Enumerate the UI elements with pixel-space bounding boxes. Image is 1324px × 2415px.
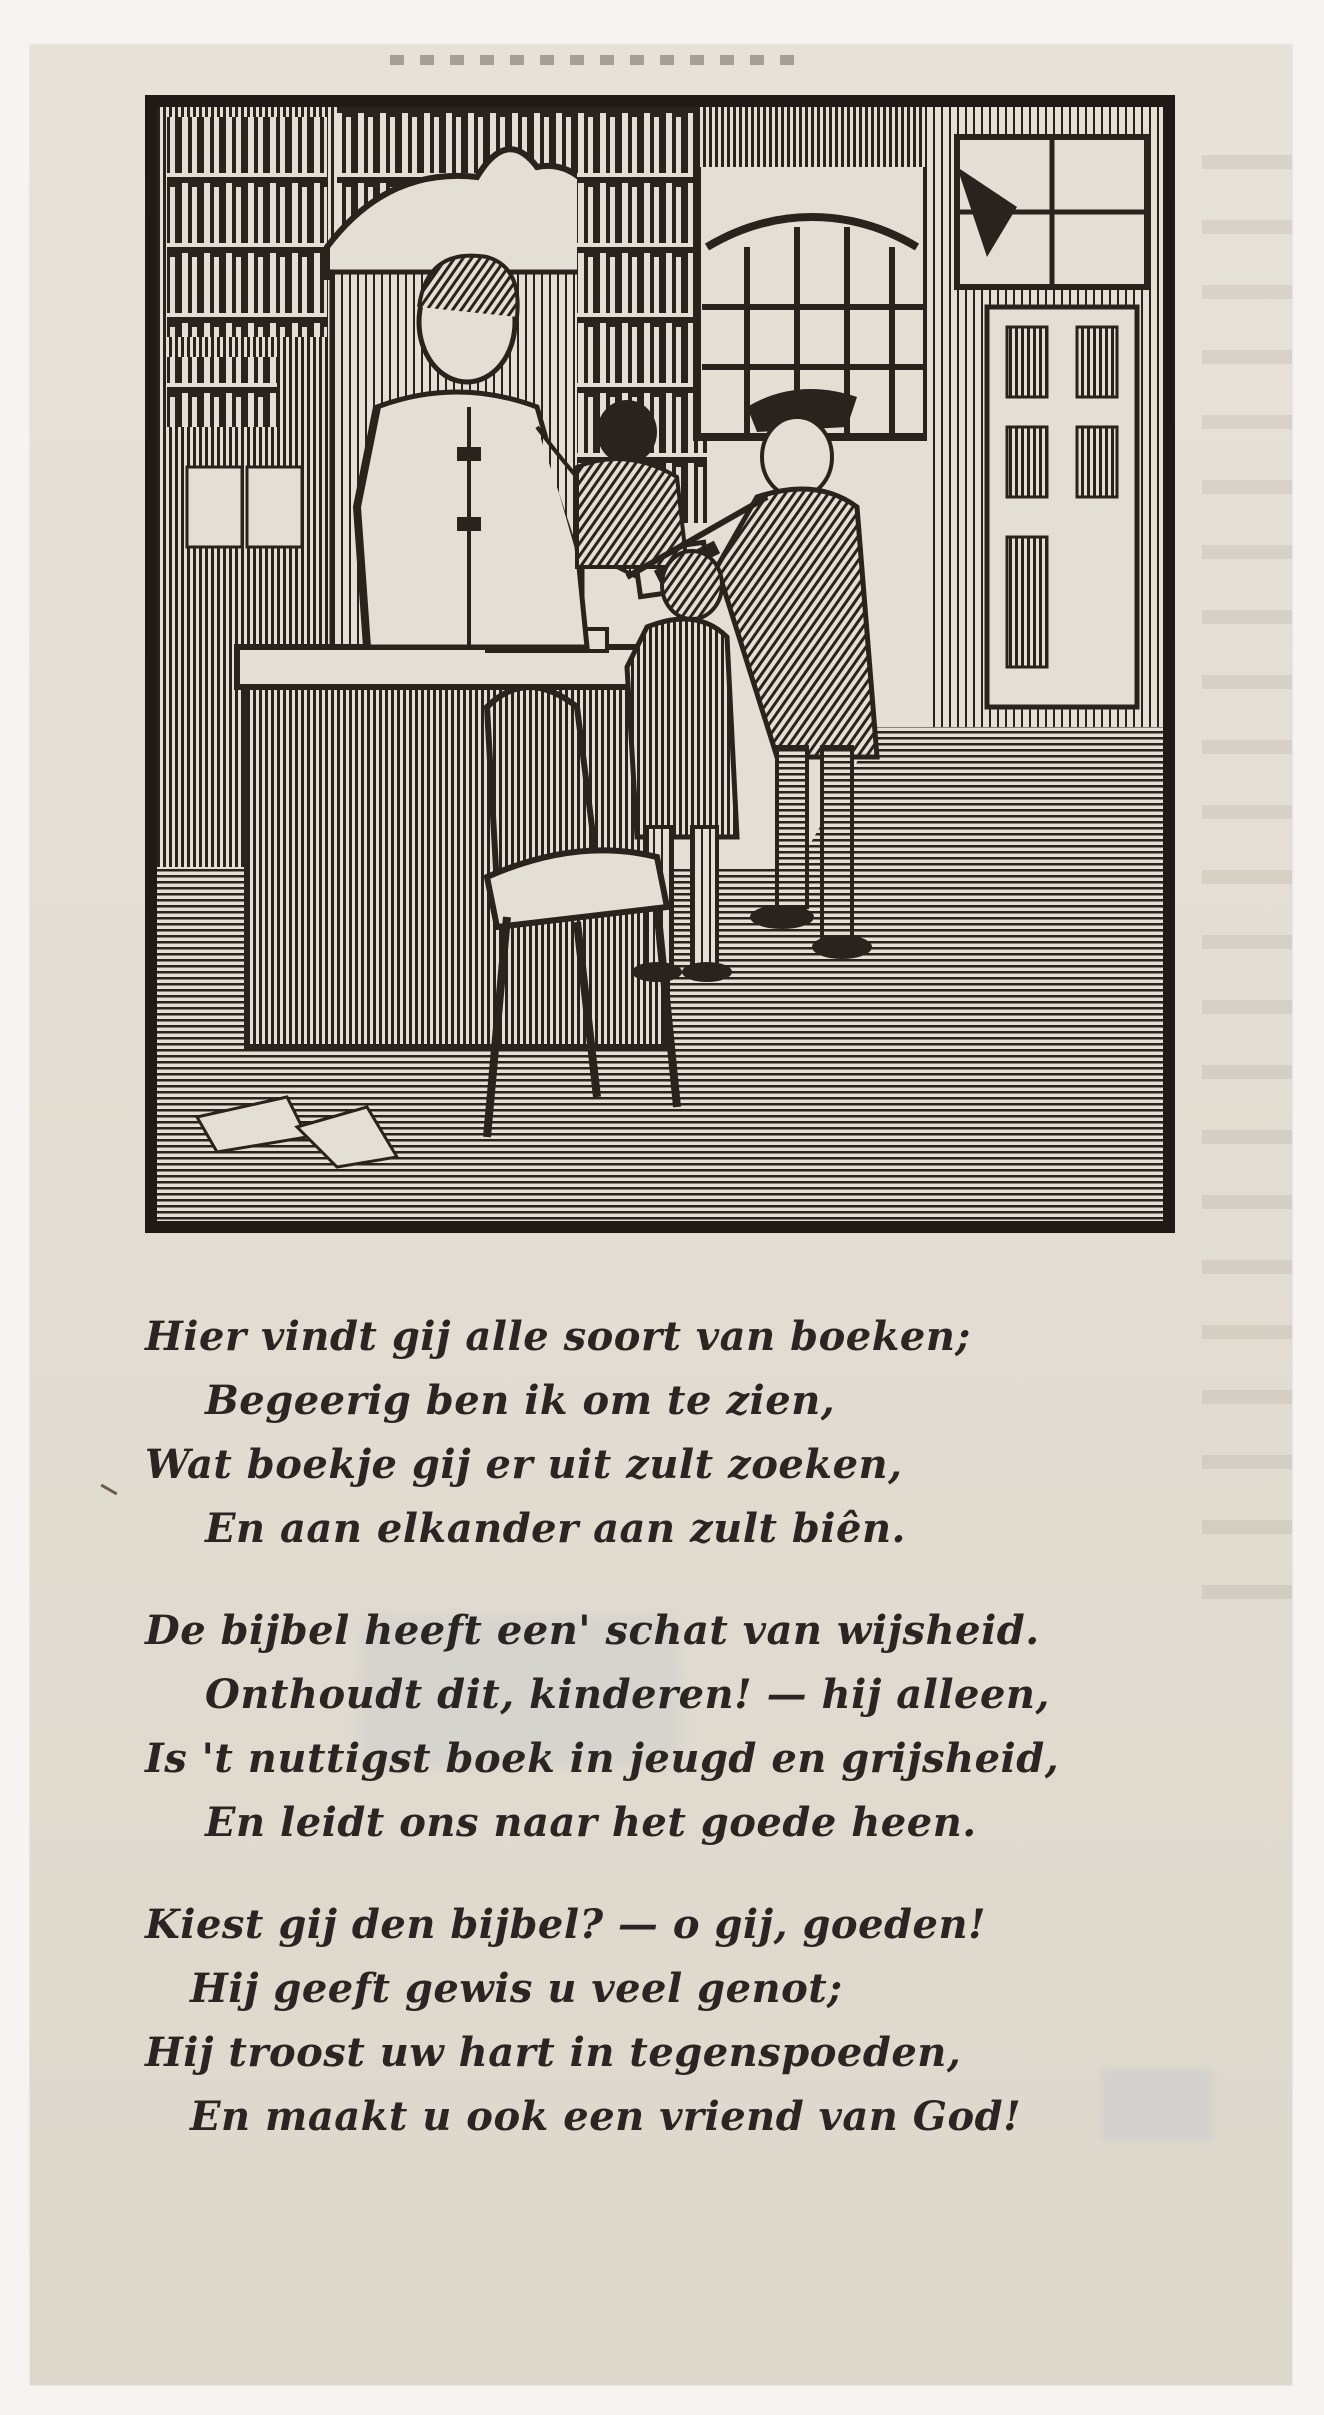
bookshop-woodcut-illustration (145, 95, 1175, 1233)
stanza-2 (145, 1599, 1185, 1855)
poem-line: En aan elkander aan zult biên. (205, 1505, 906, 1552)
counter-top (237, 647, 677, 687)
show-through-text (1202, 125, 1292, 1625)
poem-line: Wat boekje gij er uit zult zoeken, (145, 1441, 903, 1488)
poem-line: En maakt u ook een vriend van God! (190, 2093, 1022, 2140)
trimmed-header-remnant (390, 55, 810, 65)
poem-line: Kiest gij den bijbel? — o gij, goeden! (145, 1901, 987, 1948)
poem-line: Hier vindt gij alle soort van boeken; (145, 1313, 971, 1360)
bookshelf-middle (167, 357, 277, 427)
poem-line: En leidt ons naar het goede heen. (205, 1799, 977, 1846)
hanging-notice-2 (247, 467, 302, 547)
woodcut-svg (157, 107, 1163, 1221)
hanging-notice-1 (187, 467, 242, 547)
poem-line: De bijbel heeft een' schat van wijsheid. (145, 1607, 1040, 1654)
poem-line: Is 't nuttigst boek in jeugd en grijsheid, (145, 1735, 1060, 1782)
bookshelf-upper (167, 117, 327, 337)
poem (145, 1305, 1185, 2187)
poem-line: Onthoudt dit, kinderen! — hij alleen, (205, 1671, 1050, 1718)
poem-line: Hij troost uw hart in tegenspoeden, (145, 2029, 962, 2076)
stanza-3 (145, 1893, 1185, 2149)
poem-line: Hij geeft gewis u veel genot; (190, 1965, 843, 2012)
stanza-1 (145, 1305, 1185, 1561)
poem-line: Begeerig ben ik om te zien, (205, 1377, 836, 1424)
